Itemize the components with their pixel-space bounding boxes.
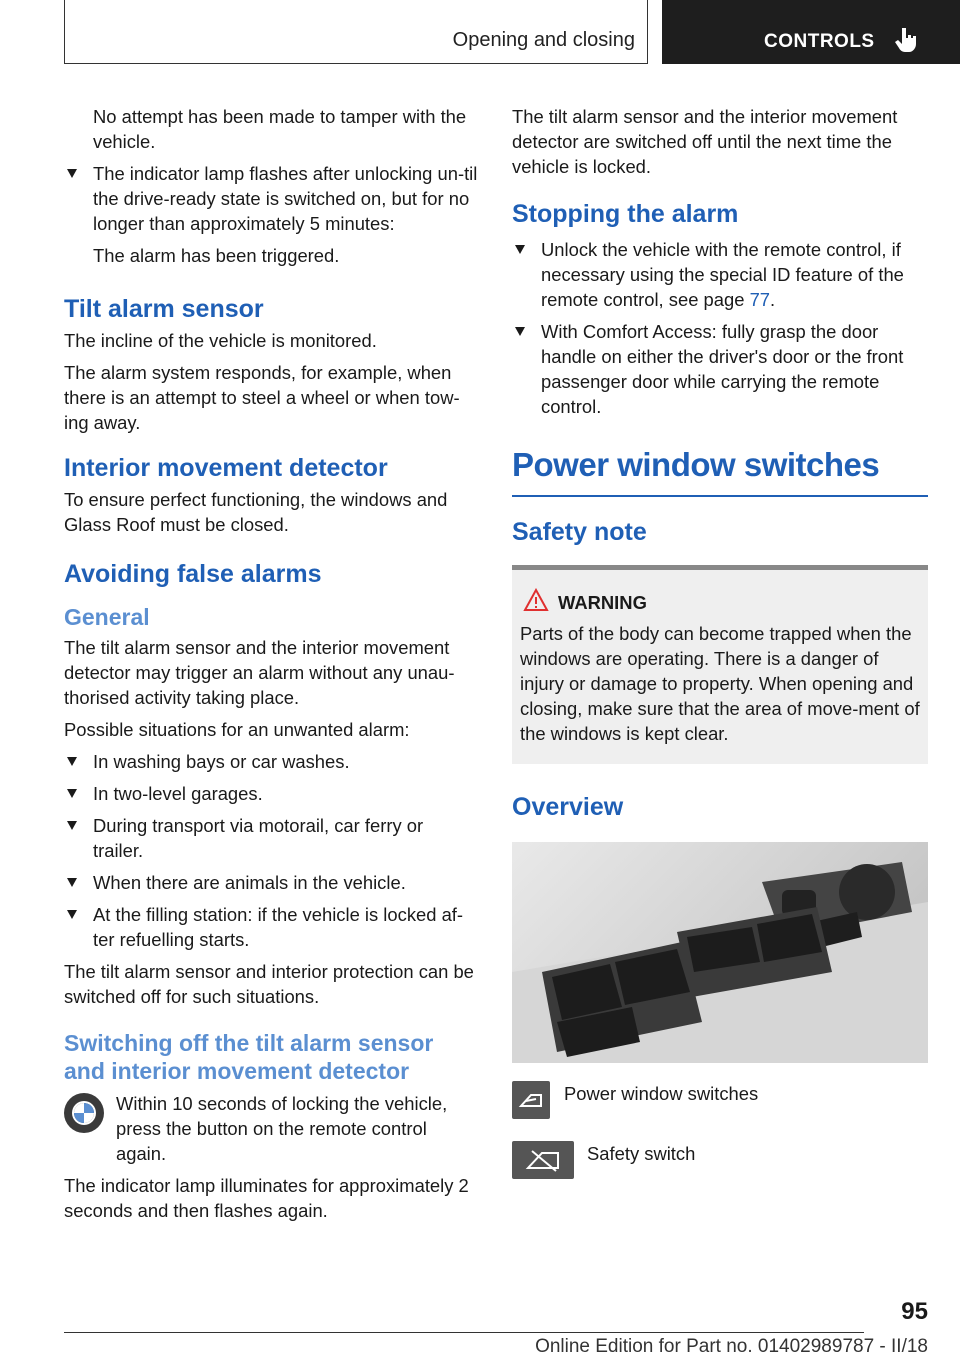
- legend-item: [512, 1081, 928, 1127]
- warning-icon: [523, 588, 549, 612]
- bullet-triangle-icon: [515, 245, 525, 254]
- heading-stopping-alarm: Stopping the alarm: [512, 200, 739, 228]
- bullet-triangle-icon: [67, 821, 77, 830]
- legend-label: Power window switches: [564, 1083, 759, 1104]
- list-item: The indicator lamp flashes after unlocking un-til the drive-ready state is switched on, but for no longer than approximately 5 minutes:: [64, 161, 478, 236]
- legend-item: [512, 1141, 928, 1187]
- warning-text: Parts of the body can become trapped when the windows are operating. There is a danger of injury or damage to property. When opening and closing, make sure that the area of move-ment of the windows is kept clear.: [520, 623, 920, 744]
- header-chapter-box: [662, 0, 960, 64]
- paragraph: The tilt alarm sensor and the interior movement detector may trigger an alarm without any unau-thorised activity taking place.: [64, 637, 455, 708]
- power-window-switch-icon: [512, 1081, 550, 1119]
- list-item: During transport via motorail, car ferry or trailer.: [64, 813, 478, 863]
- header-chapter-title: CONTROLS: [764, 31, 875, 52]
- paragraph: The alarm has been triggered.: [93, 245, 340, 266]
- footer-edition: Online Edition for Part no. 01402989787 - II/18: [535, 1336, 928, 1357]
- footer-rule: [64, 1332, 864, 1333]
- header-section-box: [64, 0, 648, 64]
- heading-power-window-switches: Power window switches: [512, 446, 880, 483]
- safety-switch-icon: [512, 1141, 574, 1179]
- list-item: At the filling station: if the vehicle is locked af-ter refuelling starts.: [64, 902, 478, 952]
- list-item: When there are animals in the vehicle.: [64, 870, 478, 895]
- page-number: 95: [901, 1298, 928, 1325]
- heading-tilt-alarm: Tilt alarm sensor: [64, 295, 264, 323]
- paragraph: No attempt has been made to tamper with the vehicle.: [93, 106, 467, 152]
- warning-box: [512, 565, 928, 764]
- bullet-triangle-icon: [67, 757, 77, 766]
- left-column: [64, 104, 478, 1230]
- header-section-title: Opening and closing: [452, 29, 635, 51]
- heading-switching-off: Switching off the tilt alarm sensor and interior movement detector: [64, 1030, 434, 1084]
- remote-instruction: Within 10 seconds of locking the vehicle, press the button on the remote control again.: [64, 1091, 478, 1166]
- bullet-triangle-icon: [67, 878, 77, 887]
- heading-interior-detector: Interior movement detector: [64, 454, 388, 482]
- paragraph: The tilt alarm sensor and interior protection can be switched off for such situations.: [64, 961, 474, 1007]
- bullet-triangle-icon: [67, 910, 77, 919]
- heading-rule: [512, 495, 928, 497]
- power-window-switches-photo: [512, 842, 928, 1063]
- paragraph: The tilt alarm sensor and the interior movement detector are switched off until the next time the vehicle is locked.: [512, 106, 898, 177]
- legend-label: Safety switch: [587, 1143, 696, 1164]
- hand-pointer-icon: [894, 26, 920, 54]
- paragraph: The indicator lamp illuminates for approximately 2 seconds and then flashes again.: [64, 1175, 469, 1221]
- bullet-triangle-icon: [67, 169, 77, 178]
- paragraph: Possible situations for an unwanted alarm:: [64, 719, 410, 740]
- list-item: Unlock the vehicle with the remote control, if necessary using the special ID feature of the remote control, see page 77.: [512, 237, 928, 312]
- heading-overview: Overview: [512, 793, 624, 821]
- page-link[interactable]: 77: [749, 289, 771, 310]
- bullet-triangle-icon: [515, 327, 525, 336]
- remote-key-icon: [64, 1093, 104, 1133]
- paragraph: To ensure perfect functioning, the windows and Glass Roof must be closed.: [64, 489, 448, 535]
- heading-general: General: [64, 604, 150, 630]
- list-item: With Comfort Access: fully grasp the door handle on either the driver's door or the front passenger door while carrying the remote control.: [512, 319, 928, 419]
- paragraph: The incline of the vehicle is monitored.: [64, 330, 377, 351]
- paragraph: The alarm system responds, for example, when there is an attempt to steel a wheel or when tow-ing away.: [64, 362, 460, 433]
- heading-avoiding-false-alarms: Avoiding false alarms: [64, 560, 322, 588]
- list-item: In washing bays or car washes.: [64, 749, 478, 774]
- warning-title: WARNING: [520, 590, 920, 615]
- right-column: [512, 104, 928, 1187]
- bullet-triangle-icon: [67, 789, 77, 798]
- list-item: In two-level garages.: [64, 781, 478, 806]
- heading-safety-note: Safety note: [512, 518, 647, 546]
